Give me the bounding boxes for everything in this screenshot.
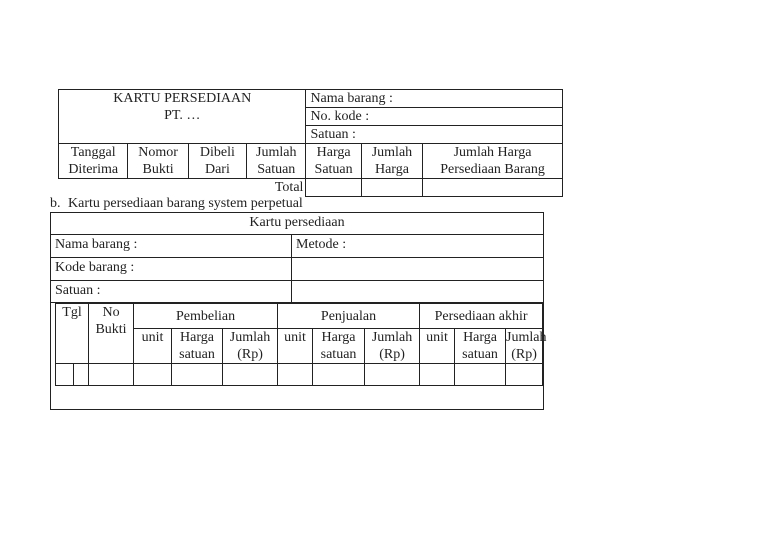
data-cell [365,364,420,386]
data-cell [172,364,223,386]
sub-harga-satuan: Harga satuan [172,329,223,364]
data-cell [420,364,455,386]
no-kode-label: No. kode : [306,108,563,126]
col-no-bukti: No Bukti [89,304,134,364]
kartu-persediaan-title: Kartu persediaan [249,215,345,230]
sub-unit: unit [420,329,455,364]
data-cell [506,364,543,386]
total-cell [361,179,422,197]
total-cell [423,179,563,197]
data-cell [278,364,313,386]
data-cell [134,364,172,386]
group-penjualan: Penjualan [278,304,420,329]
col-jumlah-satuan: Jumlah Satuan [247,144,306,179]
kartu-header [59,90,306,144]
col-tanggal-diterima: Tanggal Diterima [59,144,128,179]
data-cell [223,364,278,386]
col-tgl: Tgl [56,304,89,364]
nama-barang-label: Nama barang : [55,237,138,252]
nama-barang-label: Nama barang : [306,90,563,108]
transaksi-table [55,303,547,386]
col-jumlah-harga: Jumlah Harga [361,144,422,179]
sub-harga-satuan: Harga satuan [455,329,506,364]
section-b-caption [50,195,303,212]
col-dibeli-dari: Dibeli Dari [188,144,246,179]
data-cell [56,364,74,386]
group-persediaan-akhir: Persediaan akhir [420,304,543,329]
data-cell [74,364,89,386]
metode-label: Metode : [296,237,347,252]
sub-harga-satuan: Harga satuan [313,329,365,364]
sub-jumlah-rp: Jumlah (Rp) [223,329,278,364]
data-cell [313,364,365,386]
caption-marker: b. [50,196,61,211]
data-cell [455,364,506,386]
satuan-label: Satuan : [55,283,101,298]
sub-jumlah-rp: Jumlah (Rp) [506,330,547,362]
satuan-label: Satuan : [306,126,563,144]
data-cell [89,364,134,386]
company-name: PT. … [164,108,201,123]
total-label: Total [59,179,306,197]
group-pembelian: Pembelian [134,304,278,329]
sub-jumlah-rp: Jumlah (Rp) [365,329,420,364]
total-cell [306,179,361,197]
kode-barang-label: Kode barang : [55,260,135,275]
kartu-persediaan-table [58,89,563,197]
col-nomor-bukti: Nomor Bukti [128,144,188,179]
col-jumlah-harga-persediaan: Jumlah Harga Persediaan Barang [423,144,563,179]
kartu-title: KARTU PERSEDIAAN [113,91,252,106]
sub-unit: unit [278,329,313,364]
col-harga-satuan: Harga Satuan [306,144,361,179]
caption-text: Kartu persediaan barang system perpetual [68,196,303,211]
sub-unit: unit [134,329,172,364]
